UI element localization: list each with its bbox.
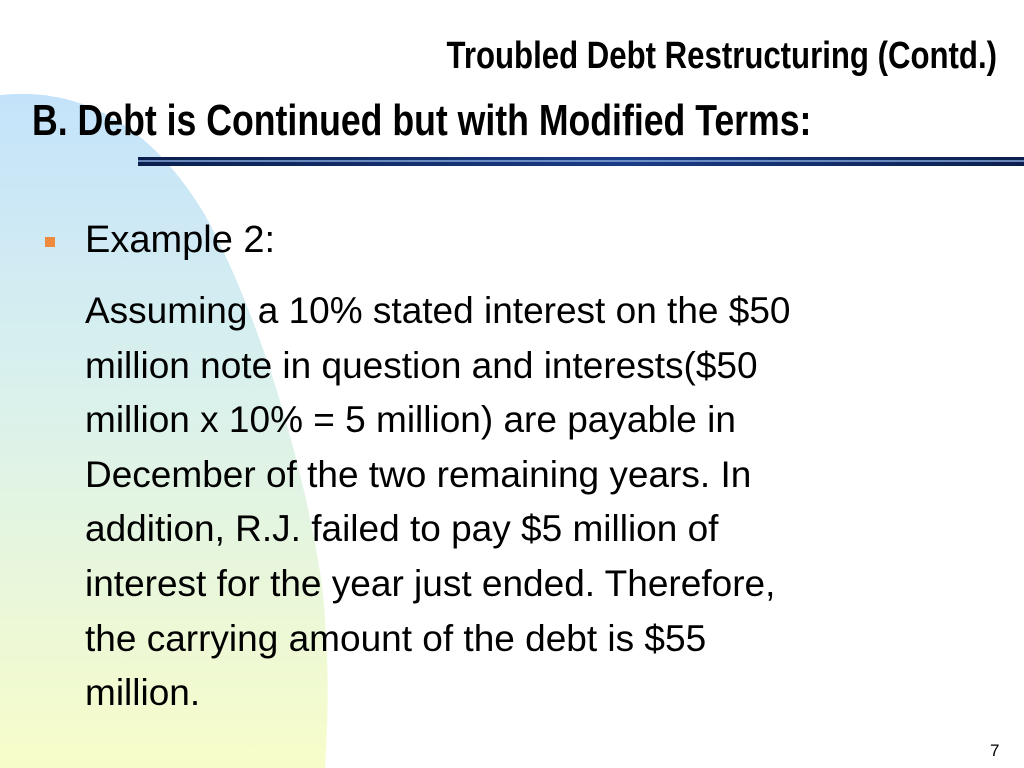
paragraph-line: December of the two remaining years. In xyxy=(85,453,752,495)
square-bullet-icon xyxy=(45,237,55,247)
paragraph-line: interest for the year just ended. Therefore, xyxy=(85,562,776,604)
paragraph-line: million note in question and interests($50 xyxy=(85,344,758,386)
bullet-label: Example 2: xyxy=(85,219,276,261)
paragraph-line: million x 10% = 5 million) are payable in xyxy=(85,399,736,441)
title-underline-highlight xyxy=(138,160,1024,162)
paragraph-line: million. xyxy=(85,672,201,714)
slide-subtitle: B. Debt is Continued but with Modified Terms: xyxy=(32,96,812,145)
page-number: 7 xyxy=(990,741,1000,760)
example-paragraph xyxy=(85,284,985,721)
paragraph-line: the carrying amount of the debt is $55 xyxy=(85,617,707,659)
bullet-item xyxy=(45,218,275,262)
paragraph-line: Assuming a 10% stated interest on the $50 xyxy=(85,290,791,331)
slide-title: Troubled Debt Restructuring (Contd.) xyxy=(446,35,997,77)
paragraph-line: addition, R.J. failed to pay $5 million of xyxy=(85,508,719,550)
